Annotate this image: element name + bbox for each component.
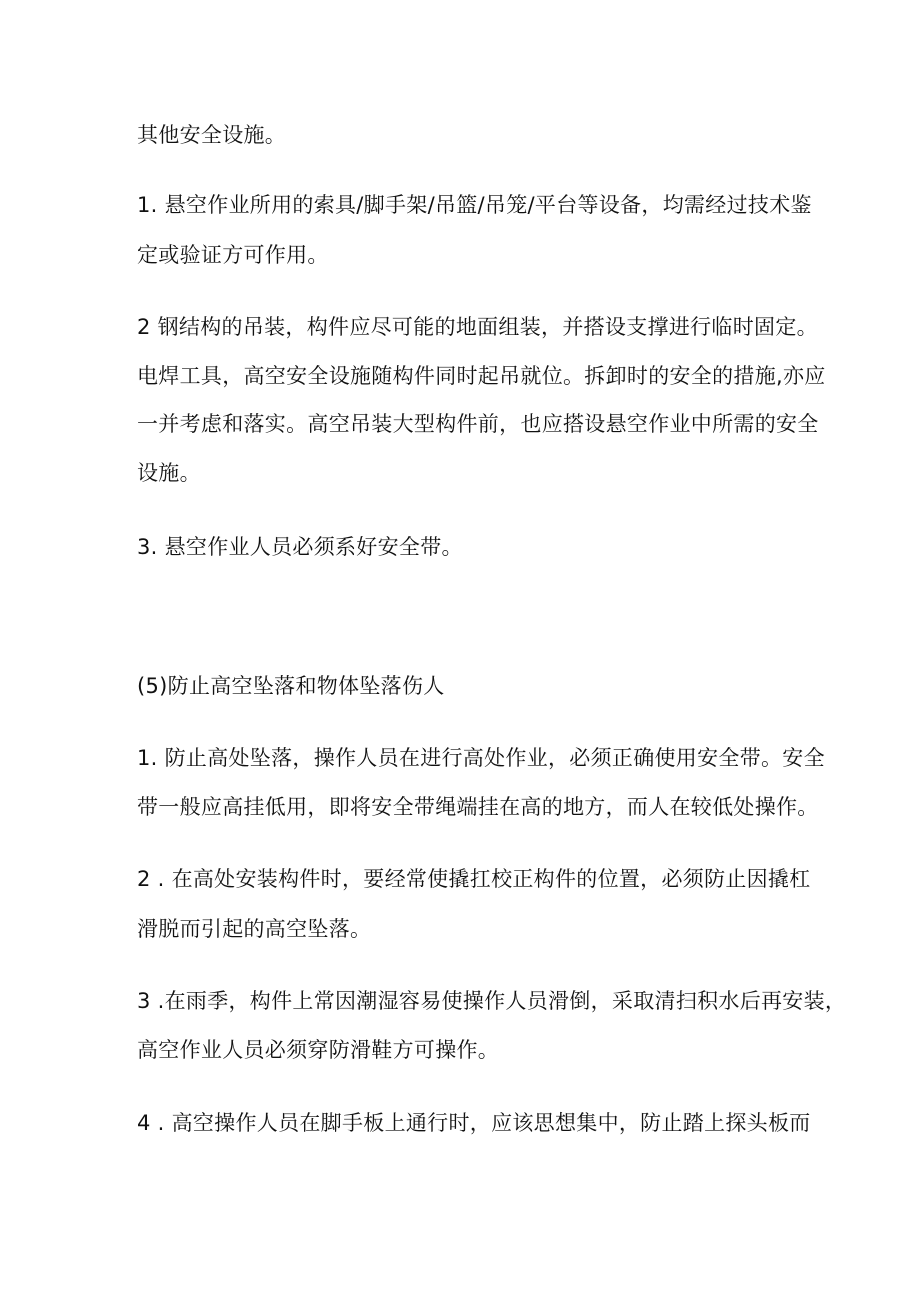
text-line: 高空作业人员必须穿防滑鞋方可操作。 [137, 1038, 500, 1062]
text-line: 1. 悬空作业所用的索具/脚手架/吊篮/吊笼/平台等设备，均需经过技术鉴 [137, 193, 812, 217]
text-line: 设施。 [137, 461, 201, 485]
section-heading: (5)防止高空坠落和物体坠落伤人 [137, 674, 445, 698]
text-line: 3 .在雨季，构件上常因潮湿容易使操作人员滑倒，采取清扫积水后再安装， [137, 989, 847, 1013]
text-line: 2 钢结构的吊装，构件应尽可能的地面组装，并搭设支撑进行临时固定。 [137, 315, 818, 339]
text-line: 4 . 高空操作人员在脚手板上通行时，应该思想集中，防止踏上探头板而 [137, 1111, 811, 1135]
text-line: 滑脱而引起的高空坠落。 [137, 917, 372, 941]
text-line: 3. 悬空作业人员必须系好安全带。 [137, 535, 463, 559]
text-line: 其他安全设施。 [137, 123, 287, 147]
text-line: 带一般应高挂低用，即将安全带绳端挂在高的地方，而人在较低处操作。 [137, 795, 819, 819]
text-line: 电焊工具，高空安全设施随构件同时起吊就位。拆卸时的安全的措施,亦应 [137, 364, 826, 388]
text-line: 定或验证方可作用。 [137, 243, 329, 267]
text-line: 一并考虑和落实。高空吊装大型构件前，也应搭设悬空作业中所需的安全 [137, 412, 819, 436]
text-line: 2 . 在高处安装构件时，要经常使撬扛校正构件的位置，必须防止因撬杠 [137, 867, 811, 891]
text-line: 1. 防止高处坠落，操作人员在进行高处作业，必须正确使用安全带。安全 [137, 746, 825, 770]
